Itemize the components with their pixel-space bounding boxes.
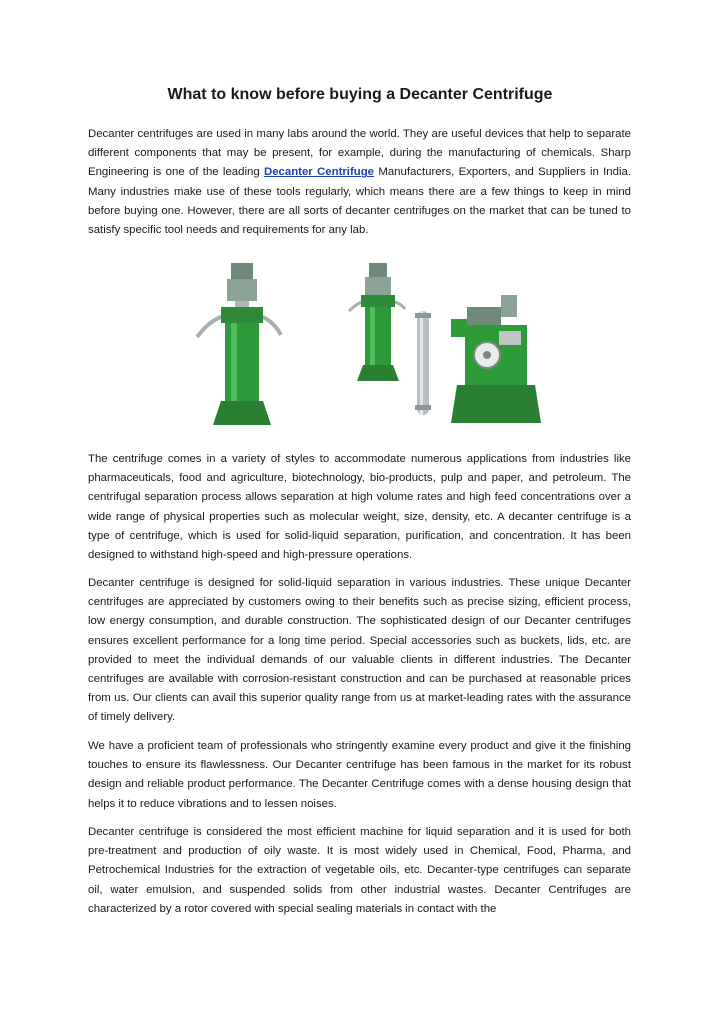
product-image — [185, 255, 545, 425]
body-paragraph-2: Decanter centrifuge is designed for solid-liquid separation in various industries. These unique Decanter centrifuges are appreciated by customers owing to their benefits such as precise sizing, efficient process, low energy consumption, and durable construction. The sophisticated design of our Decanter centrifuges ensures excellent performance for a long time period. Special accessories such as buckets, lids, etc. are provided to meet the individual demands of our valuable clients in different industries. The Decanter centrifuges are available with corrosion-resistant construction and can be purchased at reasonable prices from us. Our clients can avail this superior quality range from us at market-leading rates with the assurance of timely delivery. — [88, 577, 631, 724]
intro-paragraph — [88, 125, 631, 240]
intro-text-before-link: Decanter centrifuges are used in many labs around the world. They are useful devices that help to separate different components that may be present, for example, during the manufacturing of chemicals. Sharp Engineering is one of the leading — [88, 128, 631, 179]
intro-text-after-link: Manufacturers, Exporters, and Suppliers in India. Many industries make use of these tools regularly, which means there are a few things to keep in mind before buying one. However, there are all sorts of decanter centrifuges on the market that can be tuned to satisfy specific tool needs and requirements for any lab. — [88, 166, 631, 237]
body-paragraph-1: The centrifuge comes in a variety of styles to accommodate numerous applications from industries like pharmaceuticals, food and agriculture, biotechnology, bio-products, pulp and paper, and petroleum. The centrifugal separation process allows separation at high volume rates and high feed concentrations over a wide range of physical properties such as molecular weight, size, density, etc. A decanter centrifuge is a type of centrifuge, which is used for solid-liquid separation, purification, and concentration. It has been designed to withstand high-speed and high-pressure operations. — [88, 453, 631, 562]
centrifuge-skid-green-icon — [451, 295, 541, 423]
body-paragraph-3: We have a proficient team of professionals who stringently examine every product and give it the finishing touches to ensure its flawlessness. Our Decanter centrifuge has been famous in the market for its robust design and reliable product performance. The Decanter Centrifuge comes with a dense housing design that helps it to reduce vibrations and to lessen noises. — [88, 740, 631, 810]
decanter-centrifuge-link[interactable]: Decanter Centrifuge — [263, 166, 375, 179]
tubular-centrifuge-green-small-icon — [349, 263, 405, 381]
rotor-bowl-silver-icon — [415, 311, 431, 415]
body-paragraph-4: Decanter centrifuge is considered the most efficient machine for liquid separation and it is used for both pre-treatment and production of oily waste. It is most widely used in Chemical, Food, Pharma, and Petrochemical Industries for the extraction of vegetable oils, etc. Decanter-type centrifuges can separate oil, water emulsion, and suspended solids from other industrial wastes. Decanter Centrifuges are characterized by a rotor covered with special sealing materials in contact with the — [88, 826, 631, 915]
document-title: What to know before buying a Decanter Centrifuge — [167, 86, 553, 103]
tubular-centrifuge-green-icon — [197, 263, 281, 425]
